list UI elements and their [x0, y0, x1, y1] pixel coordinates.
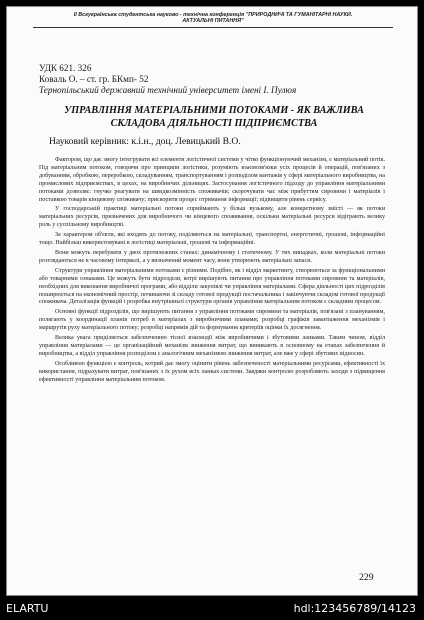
paragraph: Фактором, що дає змогу інтегрувати всі елементи логістичної системи у чітко функціонуючий механізм, є матеріальний потік. Під матеріальним потоком, говорячи про принципи логістики, розуміють взаємозв'язки усіх процесів й операцій, пов'язаних з добуванням, обробкою, переробкою, складуванням, транспортуванням і розподілом вантажів у сфері матеріального виробництва, на промислових підприємствах, в цехах, на виробничих дільницях. Застосування логістичного підходу до управління матеріальними потоками дозволяє: гнучко реагувати на швидкозмінність споживачів; скорочувати час між прибуттям сировини і матеріалів і поставкою товарів кінцевому споживачу; прискорити процес отримання інформації; підвищити рівень сервісу.: [39, 157, 385, 203]
udc-code: УДК 621. 326: [39, 63, 92, 73]
paragraph: Вони можуть перебувати у двох протилежних станах: динамічному і статичному. У тих випадках, коли матеріальні потоки розглядаються не в часовому інтервалі, а у визначений момент часу, вони утворюють матеріальні запаси.: [39, 249, 385, 264]
conference-header-line2: АКТУАЛЬНІ ПИТАННЯ": [182, 18, 244, 25]
article-title: УПРАВЛІННЯ МАТЕРІАЛЬНИМИ ПОТОКАМИ - ЯК ВАЖЛИВА СКЛАДОВА ДІЯЛЬНОСТІ ПІДПРИЄМСТВА: [64, 105, 364, 129]
header-divider: [33, 27, 393, 28]
repository-name: ELARTU: [6, 602, 49, 615]
paragraph: Велика увага приділяється забезпеченню тісної взаємодії між виробничими і збутовими ланками. Таким чином, відділ управління матеріалами — це організаційний механізм зниження витрат, що виникають в основному на етапах забезпечення й виробництва, а відділ управління розподілом є аналогічним механізмом зниження витрат, але вже у сфері збутових відносин.: [39, 335, 385, 357]
paragraph: За характером об'єкти, які входять до потоку, поділяються на матеріальні, транспортні, енергетичні, грошові, інформаційні тощо. Найбільш використовувані в логістиці матеріальні, грошові та інформаційні.: [39, 232, 385, 247]
repository-footer-bar: [0, 598, 424, 620]
author-line: Коваль О. – ст. гр. БКмп- 52: [39, 74, 149, 84]
conference-header-line1: ІІ Всеукраїнська студентська науково - технічна конференція "ПРИРОДНИЧІ ТА ГУМАНІТАРНІ НАУКИ.: [73, 12, 353, 18]
handle-identifier: hdl:123456789/14123: [293, 602, 416, 615]
article-body: [39, 157, 385, 384]
paragraph: Основні функції підрозділів, що вирішують питання з управління потоками сировини та матеріалів, пов'язані з плануванням, полягають у координації планів потреб в матеріалах з виробничими планами; розробці графіків завантаження механізмів і маршрутів руху матеріального потоку; розробці напрямів дій та формування критеріїв оцінки їх досягнення.: [39, 309, 385, 332]
advisor-line: Науковий керівник: к.і.н., доц. Левицький В.О.: [49, 136, 241, 147]
university-line: Тернопільський державний технічний університет імені І. Пулюя: [39, 85, 297, 95]
paragraph: У господарській практиці матеріальні потоки сприймають у більш вузькому, але конкретному змісті — як потоки матеріальних ресурсів, призначених для виробничого чи кінцевого споживання, оскільки матеріальні ресурси відіграють велику роль у суспільному виробництві.: [39, 206, 385, 229]
page-number: 229: [359, 572, 374, 583]
conference-header: [33, 12, 393, 25]
document-page: [6, 6, 418, 596]
paragraph: Структури управління матеріальними потоками є різними. Подібно, як і відділ маркетингу, створюються за функціональними або товарними ознаками. Це можуть бути підрозділи, котрі вирішують питання про управління потоками сировини та матеріалів, необхідних для виконання виробничої програми, або відділи закупівлі чи управління матеріалами. Сфера діяльності цих підрозділів поширюється на економічний простір, починаючи зі складу готової продукції постачальника і закінчуючи складом готової продукції споживача. Деталізація функцій і розробка внутрішньої структури органів управління матеріальним потоком є складним процесом.: [39, 267, 385, 306]
paragraph: Особливою функцією є контроль, котрий дає змогу оцінити рівень забезпеченості матеріальними ресурсами, ефективності їх використання, підрахувати витрат, пов'язаних з їх рухом всіх ланках системи. Завдяки контролю розробляють заходи з підвищення ефективності управління матеріальним потоком.: [39, 360, 385, 383]
